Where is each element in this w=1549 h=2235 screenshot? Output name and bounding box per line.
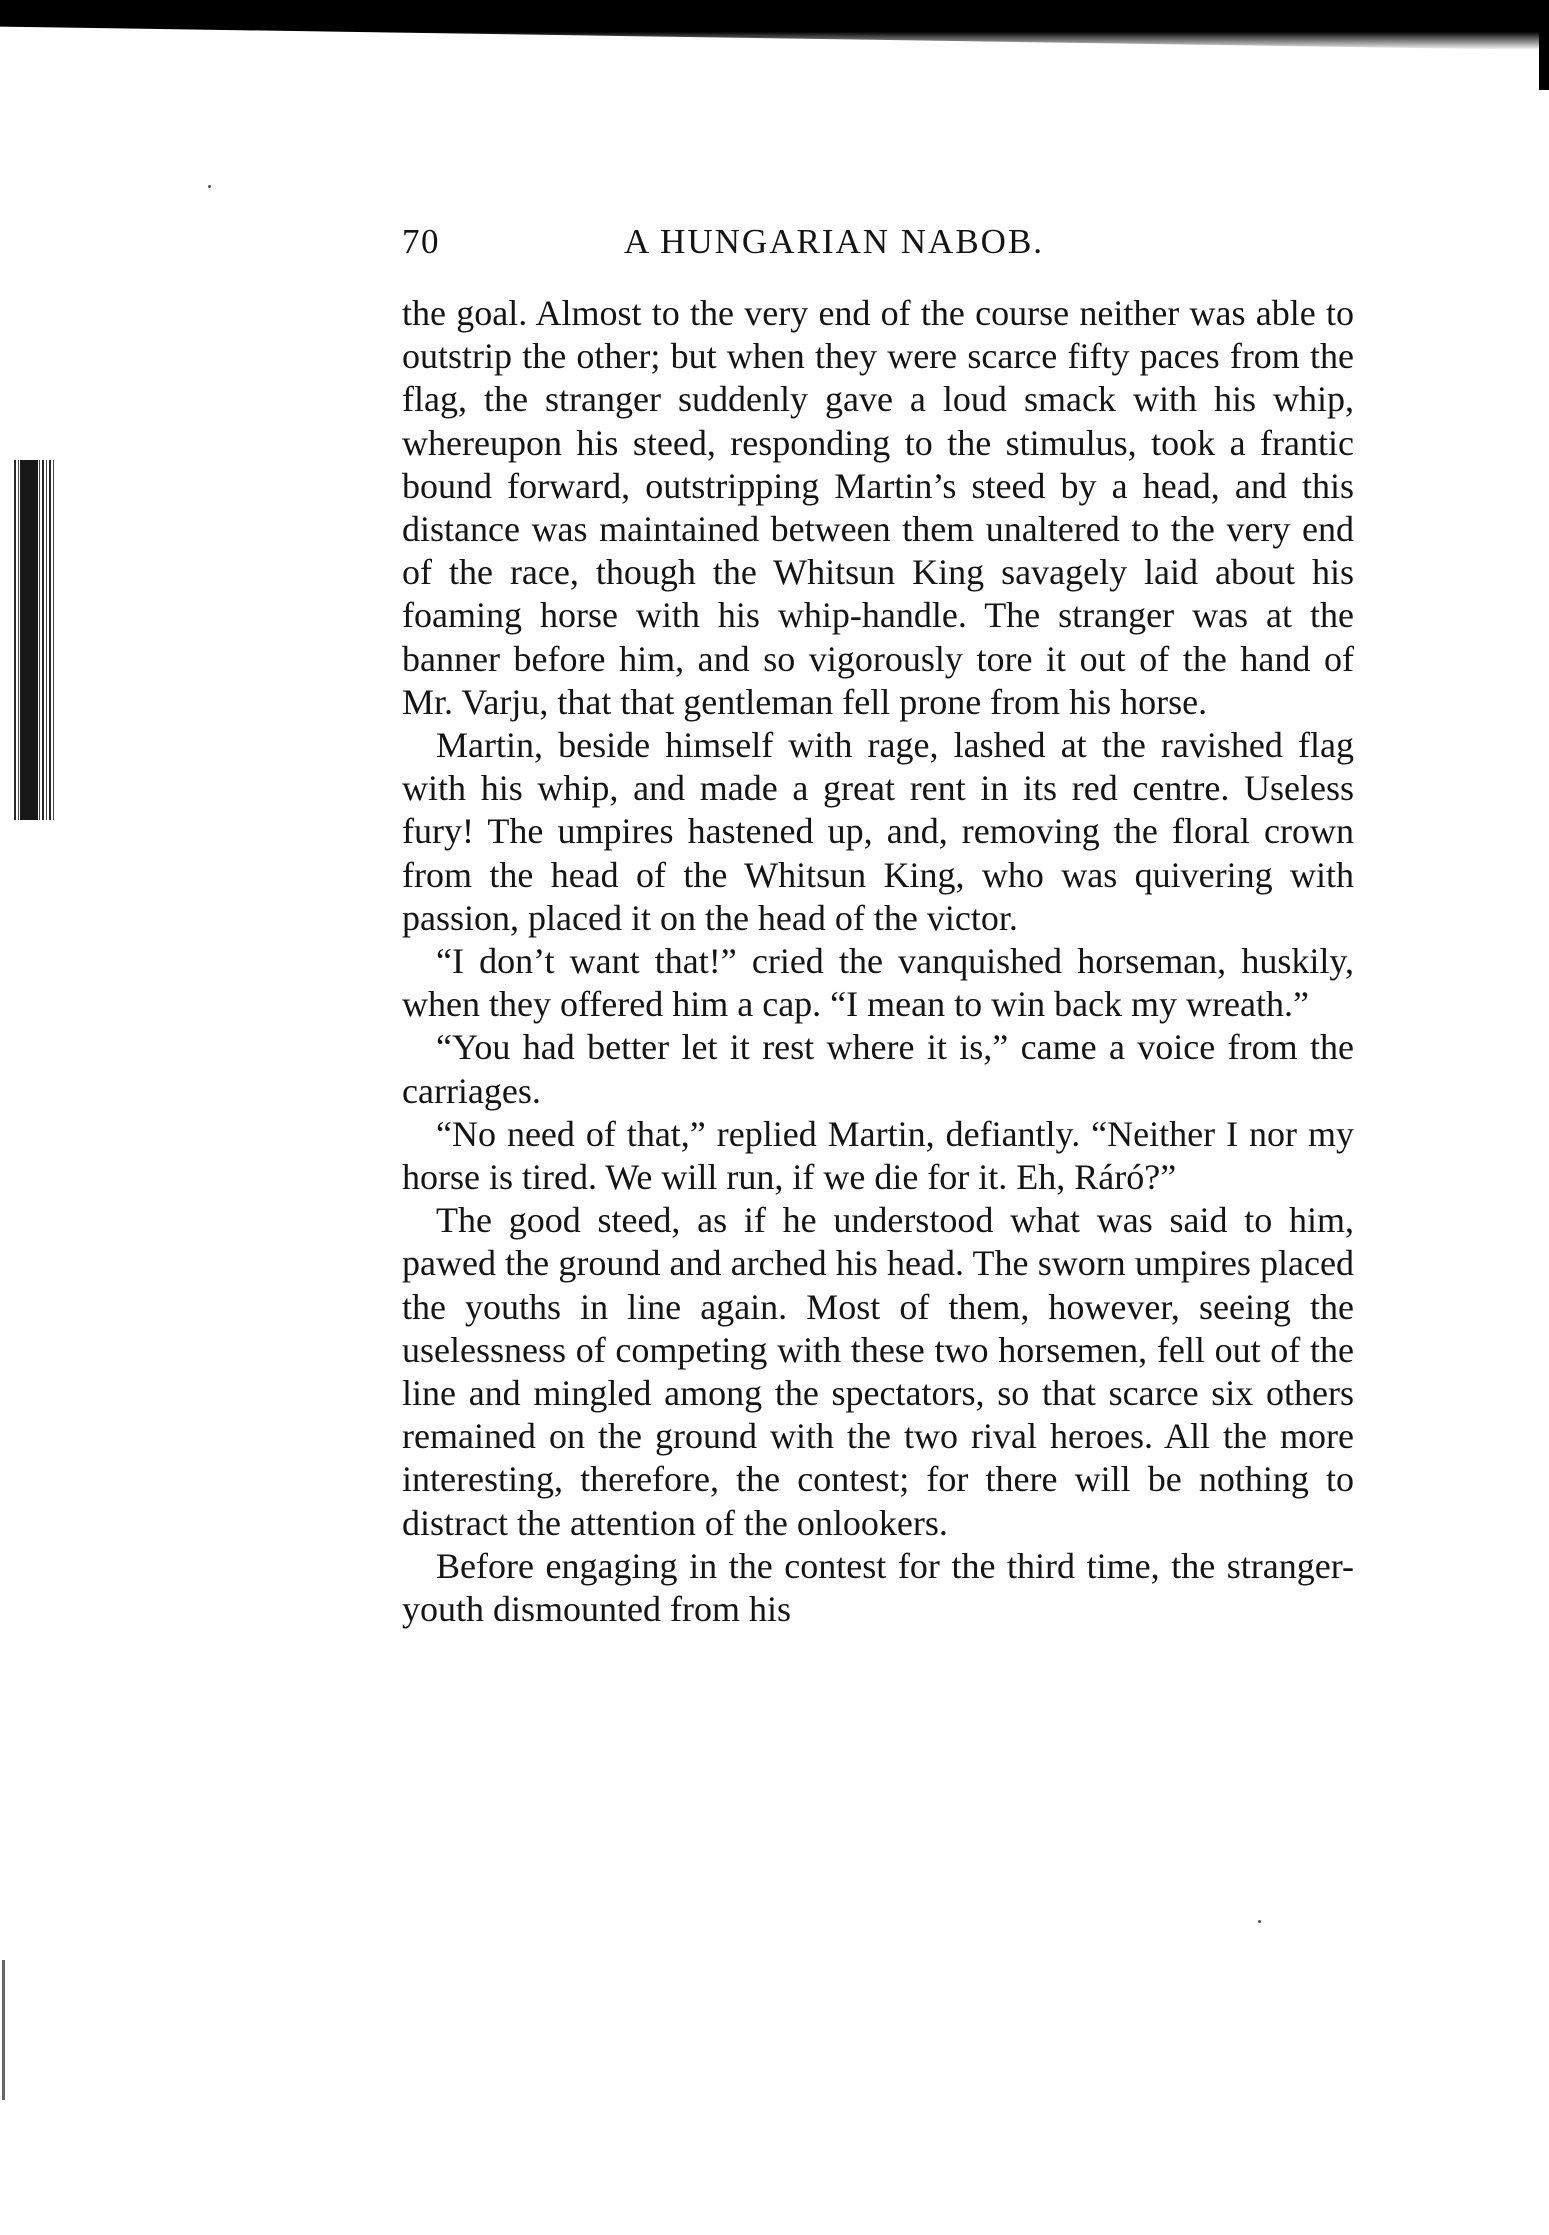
paragraph: Martin, beside himself with rage, lashed at the ravished flag with his whip, and made a great rent in its red centre. Useless fury! The umpires hastened up, and, removing the floral crown from the head of the Whitsun King, who was quivering with passion, placed it on the head of the victor. <box>402 725 1354 938</box>
scan-speck <box>1258 1920 1261 1923</box>
running-title: A HUNGARIAN NABOB. <box>624 222 1045 261</box>
scan-edge-line <box>2 1960 5 2100</box>
page-number: 70 <box>402 222 440 261</box>
paragraph: the goal. Almost to the very end of the course neither was able to outstrip the other; but when they were scarce fifty paces from the flag, the stranger suddenly gave a loud smack with his whip, whereupon his steed, responding to the stimulus, took a frantic bound forward, outstripping Martin’s steed by a head, and this distance was maintained between them unaltered to the very end of the race, though the Whitsun King savagely laid about his foaming horse with his whip-handle. The stranger was at the banner before him, and so vigorously tore it out of the hand of Mr. Varju, that that gentleman fell prone from his horse. <box>402 293 1354 722</box>
page-header <box>402 222 1354 270</box>
scan-edge-right <box>1539 0 1549 90</box>
book-page <box>402 222 1354 1631</box>
binding-marks <box>14 460 54 820</box>
paragraph: “You had better let it rest where it is,” came a voice from the carriages. <box>402 1027 1354 1111</box>
paragraph: “No need of that,” replied Martin, defiantly. “Neither I nor my horse is tired. We will run, if we die for it. Eh, Ráró?” <box>402 1113 1354 1198</box>
paragraph: “I don’t want that!” cried the vanquished horseman, huskily, when they offered him a cap. “I mean to win back my wreath.” <box>402 941 1354 1025</box>
scan-edge-top <box>0 0 1549 24</box>
paragraph: Before engaging in the contest for the third time, the stranger-youth dismounted from his <box>402 1545 1354 1630</box>
body-text <box>402 292 1354 1631</box>
paragraph: The good steed, as if he understood what was said to him, pawed the ground and arched his head. The sworn umpires placed the youths in line again. Most of them, however, seeing the uselessness of competing with these two horsemen, fell out of the line and mingled among the spectators, so that scarce six others remained on the ground with the two rival heroes. All the more interesting, therefore, the contest; for there will be nothing to distract the attention of the onlookers. <box>402 1200 1354 1543</box>
scan-speck <box>208 185 211 188</box>
